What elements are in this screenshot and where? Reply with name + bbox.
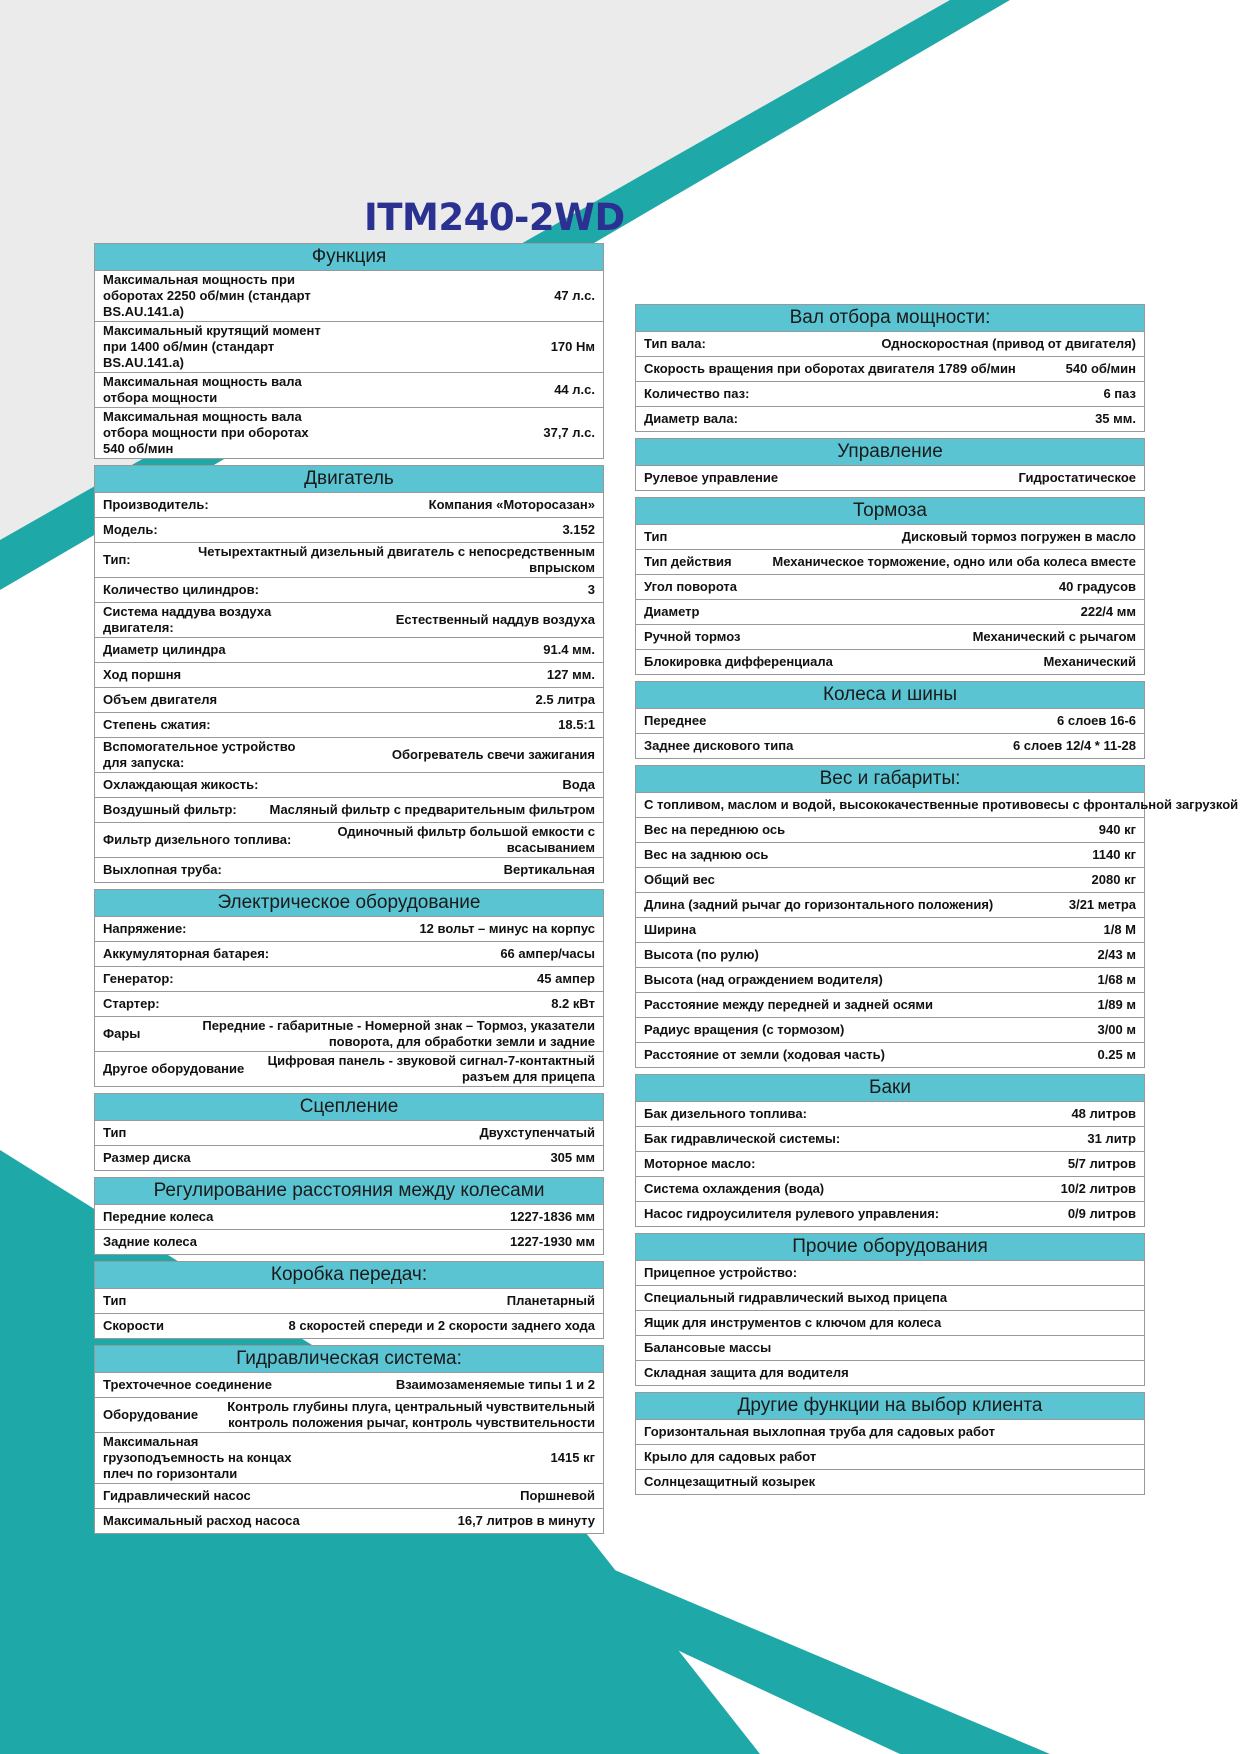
spec-label: Модель:	[103, 522, 158, 537]
spec-label: Максимальная грузоподъемность на концах плеч по горизонтали	[103, 1434, 292, 1481]
spec-row	[95, 916, 603, 941]
spec-value: Вода	[562, 777, 595, 792]
spec-value: 0/9 литров	[1067, 1206, 1136, 1221]
spec-row	[95, 577, 603, 602]
section-header: Регулирование расстояния между колесами	[95, 1178, 603, 1204]
spec-row	[636, 649, 1144, 674]
spec-row	[95, 1204, 603, 1229]
spec-label: Диаметр	[644, 604, 700, 619]
spec-section	[94, 1345, 604, 1534]
section-header: Функция	[95, 244, 603, 270]
spec-section	[635, 1233, 1145, 1386]
spec-row	[636, 1444, 1144, 1469]
spec-value: Механическое торможение, одно или оба колеса вместе	[772, 554, 1136, 569]
spec-row	[95, 772, 603, 797]
spec-label: Диаметр цилиндра	[103, 642, 226, 657]
spec-value: 1140 кг	[1092, 847, 1136, 862]
section-header: Вал отбора мощности:	[636, 305, 1144, 331]
spec-label: Ход поршня	[103, 667, 182, 682]
spec-label: Длина (задний рычаг до горизонтального положения)	[644, 897, 994, 912]
spec-row	[636, 1151, 1144, 1176]
spec-label: Складная защита для водителя	[644, 1365, 849, 1380]
spec-row	[636, 733, 1144, 758]
spec-label: С топливом, маслом и водой, высококачественные противовесы с фронтальной загрузкой	[644, 797, 1239, 812]
spec-row	[636, 524, 1144, 549]
spec-value: 540 об/мин	[1065, 361, 1136, 376]
left-spec-column	[94, 243, 604, 1540]
spec-row	[95, 372, 603, 407]
spec-label: Специальный гидравлический выход прицепа	[644, 1290, 948, 1305]
section-header: Прочие оборудования	[636, 1234, 1144, 1260]
spec-label: Оборудование	[103, 1407, 199, 1422]
spec-value: 16,7 литров в минуту	[457, 1513, 595, 1528]
spec-label: Скорости	[103, 1318, 164, 1333]
spec-label: Крыло для садовых работ	[644, 1449, 817, 1464]
spec-row	[95, 1397, 603, 1432]
spec-row	[95, 637, 603, 662]
spec-label: Передние колеса	[103, 1209, 214, 1224]
spec-label: Выхлопная труба:	[103, 862, 222, 877]
spec-row	[95, 1016, 603, 1051]
spec-section	[635, 1392, 1145, 1495]
spec-value: 3/21 метра	[1068, 897, 1136, 912]
spec-label: Блокировка дифференциала	[644, 654, 833, 669]
spec-row	[95, 797, 603, 822]
spec-row	[636, 942, 1144, 967]
spec-section	[635, 304, 1145, 432]
spec-label: Диаметр вала:	[644, 411, 738, 426]
spec-section	[94, 1093, 604, 1171]
spec-label: Аккумуляторная батарея:	[103, 946, 270, 961]
spec-row	[636, 1101, 1144, 1126]
spec-row	[95, 602, 603, 637]
spec-row	[95, 687, 603, 712]
spec-label: Насос гидроусилителя рулевого управления:	[644, 1206, 940, 1221]
spec-row	[636, 1469, 1144, 1494]
spec-label: Высота (по рулю)	[644, 947, 759, 962]
spec-label: Тип вала:	[644, 336, 706, 351]
spec-value: Обогреватель свечи зажигания	[391, 747, 595, 762]
section-header: Вес и габариты:	[636, 766, 1144, 792]
page-title: ITM240-2WD	[364, 196, 625, 239]
spec-row	[636, 1126, 1144, 1151]
spec-label: Солнцезащитный козырек	[644, 1474, 816, 1489]
spec-row	[636, 574, 1144, 599]
spec-value: Компания «Моторосазан»	[428, 497, 595, 512]
spec-value: 1/68 м	[1097, 972, 1136, 987]
spec-value: Гидростатическое	[1018, 470, 1136, 485]
spec-row	[636, 624, 1144, 649]
spec-value: Цифровая панель - звуковой сигнал-7-контактный разъем для прицепа	[267, 1053, 595, 1084]
spec-value: 3.152	[562, 522, 595, 537]
spec-value: Односкоростная (привод от двигателя)	[881, 336, 1136, 351]
spec-label: Вес на заднюю ось	[644, 847, 769, 862]
spec-value: 3/00 м	[1097, 1022, 1136, 1037]
spec-value: 12 вольт – минус на корпус	[419, 921, 595, 936]
spec-label: Переднее	[644, 713, 707, 728]
spec-label: Тип:	[103, 552, 131, 567]
spec-section	[94, 889, 604, 1087]
spec-label: Размер диска	[103, 1150, 191, 1165]
spec-row	[636, 1310, 1144, 1335]
spec-value: 91.4 мм.	[543, 642, 595, 657]
spec-label: Вес на переднюю ось	[644, 822, 786, 837]
spec-label: Максимальная мощность вала отбора мощности	[103, 374, 302, 405]
spec-label: Производитель:	[103, 497, 209, 512]
spec-label: Вспомогательное устройство для запуска:	[103, 739, 296, 770]
spec-value: 31 литр	[1087, 1131, 1136, 1146]
spec-label: Рулевое управление	[644, 470, 779, 485]
spec-label: Угол поворота	[644, 579, 738, 594]
spec-value: Контроль глубины плуга, центральный чувствительный контроль положения рычаг, контроль чувствительности	[227, 1399, 595, 1430]
spec-value: Планетарный	[506, 1293, 595, 1308]
spec-label: Количество паз:	[644, 386, 750, 401]
spec-row	[636, 967, 1144, 992]
spec-row	[95, 542, 603, 577]
spec-value: Четырехтактный дизельный двигатель с непосредственным впрыском	[198, 544, 595, 575]
spec-row	[95, 407, 603, 458]
spec-label: Заднее дискового типа	[644, 738, 794, 753]
spec-row	[95, 822, 603, 857]
section-header: Сцепление	[95, 1094, 603, 1120]
spec-row	[636, 708, 1144, 733]
spec-label: Максимальная мощность вала отбора мощности при оборотах 540 об/мин	[103, 409, 309, 456]
spec-value: 1227-1836 мм	[509, 1209, 595, 1224]
spec-value: 940 кг	[1098, 822, 1136, 837]
spec-value: Механический с рычагом	[972, 629, 1136, 644]
spec-row	[636, 356, 1144, 381]
spec-value: Естественный наддув воздуха	[395, 612, 595, 627]
spec-label: Ящик для инструментов с ключом для колеса	[644, 1315, 942, 1330]
spec-value: 66 ампер/часы	[500, 946, 595, 961]
spec-value: 44 л.с.	[554, 382, 595, 397]
spec-value: Вертикальная	[503, 862, 595, 877]
spec-section	[635, 438, 1145, 491]
spec-row	[636, 867, 1144, 892]
spec-row	[636, 331, 1144, 356]
spec-row	[636, 1419, 1144, 1444]
spec-row	[95, 492, 603, 517]
section-header: Гидравлическая система:	[95, 1346, 603, 1372]
spec-row	[636, 842, 1144, 867]
spec-value: Передние - габаритные - Номерной знак – Тормоз, указатели поворота, для обработки земли и задние	[202, 1018, 595, 1049]
spec-label: Напряжение:	[103, 921, 187, 936]
spec-section	[94, 243, 604, 459]
spec-label: Тип	[103, 1293, 127, 1308]
section-header: Баки	[636, 1075, 1144, 1101]
spec-label: Расстояние между передней и задней осями	[644, 997, 934, 1012]
spec-label: Степень сжатия:	[103, 717, 211, 732]
spec-value: 2/43 м	[1097, 947, 1136, 962]
spec-section	[635, 497, 1145, 675]
spec-value: 45 ампер	[537, 971, 595, 986]
spec-value: 48 литров	[1071, 1106, 1136, 1121]
spec-value: 47 л.с.	[554, 288, 595, 303]
spec-label: Генератор:	[103, 971, 174, 986]
spec-row	[95, 1051, 603, 1086]
spec-value: 8.2 кВт	[551, 996, 595, 1011]
spec-label: Фильтр дизельного топлива:	[103, 832, 292, 847]
section-header: Электрическое оборудование	[95, 890, 603, 916]
spec-row	[636, 1042, 1144, 1067]
spec-label: Воздушный фильтр:	[103, 802, 237, 817]
spec-row	[95, 1229, 603, 1254]
spec-section	[94, 1177, 604, 1255]
section-header: Колеса и шины	[636, 682, 1144, 708]
spec-label: Тип	[103, 1125, 127, 1140]
section-header: Управление	[636, 439, 1144, 465]
spec-row	[636, 381, 1144, 406]
spec-row	[636, 1285, 1144, 1310]
spec-row	[636, 549, 1144, 574]
spec-label: Прицепное устройство:	[644, 1265, 798, 1280]
spec-label: Трехточечное соединение	[103, 1377, 272, 1392]
spec-row	[636, 1201, 1144, 1226]
spec-value: Взаимозаменяемые типы 1 и 2	[395, 1377, 595, 1392]
spec-row	[95, 1432, 603, 1483]
spec-row	[636, 1360, 1144, 1385]
spec-label: Ширина	[644, 922, 697, 937]
spec-value: 1415 кг	[550, 1450, 595, 1465]
spec-row	[95, 941, 603, 966]
spec-value: 222/4 мм	[1080, 604, 1136, 619]
spec-row	[636, 465, 1144, 490]
spec-value: 5/7 литров	[1067, 1156, 1136, 1171]
spec-row	[636, 892, 1144, 917]
spec-value: 40 градусов	[1058, 579, 1136, 594]
section-header: Тормоза	[636, 498, 1144, 524]
spec-section	[635, 765, 1239, 1068]
spec-label: Моторное масло:	[644, 1156, 756, 1171]
spec-value: 37,7 л.с.	[543, 425, 595, 440]
spec-row	[95, 662, 603, 687]
spec-row	[95, 1288, 603, 1313]
spec-value: 18.5:1	[558, 717, 595, 732]
spec-row	[636, 1176, 1144, 1201]
spec-row	[95, 270, 603, 321]
spec-row	[95, 737, 603, 772]
spec-row	[95, 712, 603, 737]
spec-row	[95, 1372, 603, 1397]
spec-value: 2.5 литра	[535, 692, 595, 707]
spec-value: Двухступенчатый	[479, 1125, 595, 1140]
spec-label: Максимальный расход насоса	[103, 1513, 300, 1528]
spec-label: Система охлаждения (вода)	[644, 1181, 825, 1196]
spec-value: Механический	[1043, 654, 1136, 669]
spec-label: Задние колеса	[103, 1234, 198, 1249]
spec-label: Бак гидравлической системы:	[644, 1131, 841, 1146]
spec-row	[95, 857, 603, 882]
spec-label: Тип действия	[644, 554, 732, 569]
spec-value: 6 слоев 12/4 * 11-28	[1012, 738, 1136, 753]
spec-label: Стартер:	[103, 996, 160, 1011]
spec-label: Объем двигателя	[103, 692, 218, 707]
spec-value: 305 мм	[550, 1150, 595, 1165]
spec-label: Бак дизельного топлива:	[644, 1106, 807, 1121]
spec-row	[636, 917, 1144, 942]
spec-row	[95, 1145, 603, 1170]
spec-value: 6 паз	[1103, 386, 1136, 401]
spec-label: Горизонтальная выхлопная труба для садовых работ	[644, 1424, 996, 1439]
spec-value: Дисковый тормоз погружен в масло	[901, 529, 1136, 544]
spec-value: 1227-1930 мм	[509, 1234, 595, 1249]
spec-value: 2080 кг	[1091, 872, 1136, 887]
spec-section	[635, 1074, 1145, 1227]
spec-label: Максимальная мощность при оборотах 2250 об/мин (стандарт BS.AU.141.a)	[103, 272, 311, 319]
spec-label: Высота (над ограждением водителя)	[644, 972, 883, 987]
spec-section	[94, 1261, 604, 1339]
spec-row	[95, 321, 603, 372]
section-header: Двигатель	[95, 466, 603, 492]
spec-label: Скорость вращения при оборотах двигателя 1789 об/мин	[644, 361, 1016, 376]
spec-row	[95, 1483, 603, 1508]
spec-row	[636, 817, 1144, 842]
spec-label: Максимальный крутящий момент при 1400 об/мин (стандарт BS.AU.141.a)	[103, 323, 321, 370]
spec-row	[95, 1120, 603, 1145]
spec-label: Радиус вращения (с тормозом)	[644, 1022, 845, 1037]
spec-row	[95, 991, 603, 1016]
spec-row	[636, 599, 1144, 624]
spec-label: Охлаждающая жикость:	[103, 777, 259, 792]
spec-row	[95, 1508, 603, 1533]
spec-label: Система наддува воздуха двигателя:	[103, 604, 272, 635]
spec-label: Количество цилиндров:	[103, 582, 259, 597]
spec-row	[636, 792, 1239, 817]
right-spec-column	[635, 304, 1239, 1501]
spec-value: 127 мм.	[546, 667, 595, 682]
spec-label: Тип	[644, 529, 668, 544]
spec-value: 3	[587, 582, 595, 597]
spec-row	[95, 1313, 603, 1338]
spec-label: Общий вес	[644, 872, 715, 887]
spec-section	[635, 681, 1145, 759]
spec-row	[636, 992, 1144, 1017]
spec-value: 8 скоростей спереди и 2 скорости заднего хода	[288, 1318, 595, 1333]
spec-value: 1/8 М	[1103, 922, 1136, 937]
spec-value: 35 мм.	[1095, 411, 1136, 426]
spec-value: 6 слоев 16-6	[1057, 713, 1136, 728]
spec-value: 10/2 литров	[1060, 1181, 1136, 1196]
spec-value: Одиночный фильтр большой емкости с всасыванием	[337, 824, 595, 855]
spec-row	[636, 406, 1144, 431]
section-header: Коробка передач:	[95, 1262, 603, 1288]
spec-label: Другое оборудование	[103, 1061, 245, 1076]
spec-label: Фары	[103, 1026, 141, 1041]
spec-value: 0.25 м	[1097, 1047, 1136, 1062]
spec-row	[636, 1260, 1144, 1285]
spec-label: Гидравлический насос	[103, 1488, 251, 1503]
spec-row	[636, 1017, 1144, 1042]
spec-value: Поршневой	[520, 1488, 595, 1503]
spec-row	[95, 966, 603, 991]
spec-row	[95, 517, 603, 542]
spec-row	[636, 1335, 1144, 1360]
section-header: Другие функции на выбор клиента	[636, 1393, 1144, 1419]
spec-label: Расстояние от земли (ходовая часть)	[644, 1047, 885, 1062]
spec-label: Балансовые массы	[644, 1340, 772, 1355]
spec-label: Ручной тормоз	[644, 629, 741, 644]
spec-value: 170 Нм	[550, 339, 595, 354]
spec-value: 1/89 м	[1097, 997, 1136, 1012]
spec-section	[94, 465, 604, 883]
spec-value: Масляный фильтр с предварительным фильтром	[269, 802, 595, 817]
